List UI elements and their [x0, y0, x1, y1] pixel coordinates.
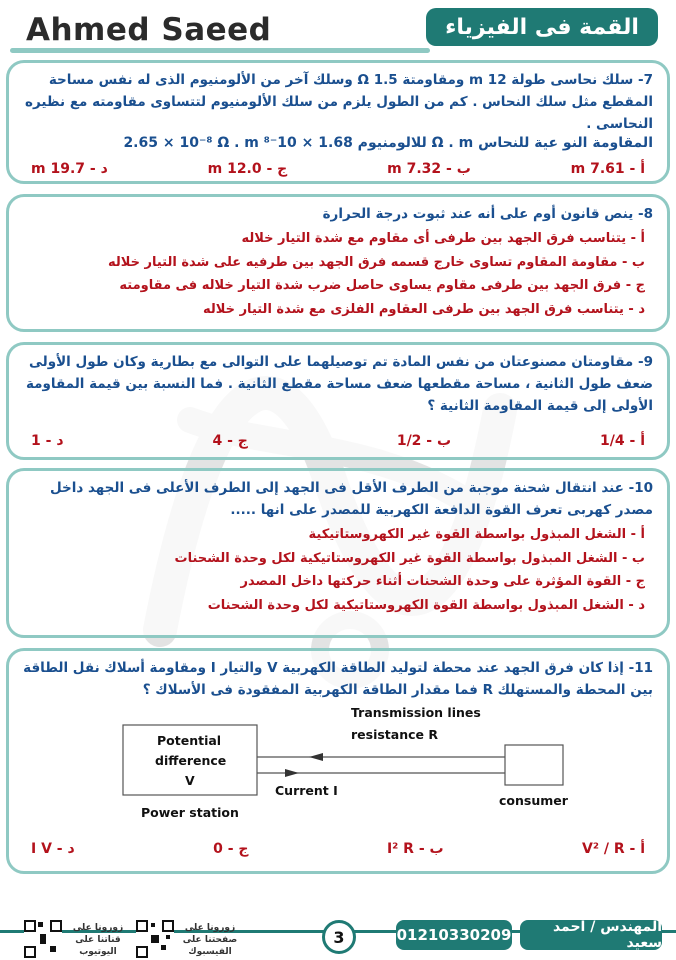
question-9: [6, 342, 670, 460]
diagram-label-difference: difference: [155, 753, 227, 768]
youtube-qr-icon[interactable]: [24, 920, 62, 958]
diagram-label-transmission-lines: Transmission lines: [351, 705, 481, 720]
question-8-options: [9, 225, 667, 321]
question-8: [6, 194, 670, 332]
option-d[interactable]: د - I V: [31, 841, 75, 857]
option-c[interactable]: ج - 0: [213, 841, 249, 857]
question-7-formula: 2.65 × 10⁻⁸ Ω . m للالومنيوم 1.68 × 10⁻⁸ Ω . m المقاومة النو عية للنحاس: [123, 135, 653, 151]
question-9-text: 9- مقاومتان مصنوعتان من نفس المادة تم توصيلهما على التوالى مع بطارية وكان طول الأولى ضعف طول الثانية ، مساحة مقطعها ضعف مساحة مقطع الثانية . فما النسبة بين قيمة المقاومة الأولى إلى قيمة المقاومة الثانية ؟: [25, 354, 653, 414]
question-9-options: [9, 433, 667, 449]
transmission-diagram: [9, 705, 667, 825]
page-number: 3: [322, 920, 356, 954]
page-footer: [0, 908, 676, 960]
question-7-options: [9, 161, 667, 177]
option-b[interactable]: ب - 7.32 m: [387, 161, 471, 177]
option-d[interactable]: د - الشغل المبذول بواسطة القوة الكهروستاتيكية لكل وحدة الشحنات: [207, 597, 645, 613]
option-c[interactable]: ج - 12.0 m: [207, 161, 288, 177]
option-b[interactable]: ب - I² R: [386, 841, 444, 857]
option-b[interactable]: ب - 1/2: [396, 433, 452, 449]
question-7-text: 7- سلك نحاسى طولة 12 m ومقاومتة 1.5 Ω وسلك آخر من الألومنيوم الذى له نفس مساحة المقطع مثل سلك النحاس . كم من الطول يلزم من سلك الألومنيوم لتتساوى مقاومته مع نظيره النحاسى .: [25, 72, 653, 132]
youtube-caption: زورونا على قناتنا على اليوتيوب: [72, 923, 124, 957]
diagram-label-v: V: [185, 773, 195, 788]
engineer-name: المهندس / احمد سعيد: [520, 920, 662, 950]
option-c[interactable]: ج - 4: [212, 433, 248, 449]
consumer-box: [505, 745, 563, 785]
question-10: [6, 468, 670, 638]
header-rule: [10, 48, 430, 53]
option-d[interactable]: د - يتناسب فرق الجهد بين طرفى العقاوم الفلزى مع شدة التيار خلاله: [203, 301, 645, 317]
question-10-options: [9, 521, 667, 617]
option-c[interactable]: ج - فرق الجهد بين طرفى مقاوم يساوى حاصل ضرب شدة التيار خلاله فى مقاومته: [119, 278, 645, 293]
diagram-label-consumer: consumer: [499, 793, 568, 808]
question-11: [6, 648, 670, 874]
question-11-text: 11- إذا كان فرق الجهد عند محطة لتوليد الطاقة الكهربية V والتيار I ومقاومة أسلاك نقل الطاقة بين المحطة والمستهلك R فما مقدار الطاقة الكهربية المفقودة فى الأسلاك ؟: [23, 660, 653, 698]
option-a[interactable]: أ - يتناسب فرق الجهد بين طرفى أى مقاوم مع شدة التيار خلاله: [241, 231, 645, 246]
diagram-label-potential: Potential: [157, 733, 222, 748]
page-header: [0, 0, 676, 56]
option-a[interactable]: أ - الشغل المبذول بواسطة القوة غير الكهروستاتيكية: [308, 527, 645, 542]
option-b[interactable]: ب - الشغل المبذول بواسطة القوة غير الكهروستاتيكية لكل وحدة الشحنات: [174, 550, 645, 566]
brand-name: Ahmed Saeed: [26, 12, 272, 48]
facebook-caption: زورونا على صفحتنا على الفيسبوك: [182, 923, 238, 957]
question-8-text: 8- ينص قانون أوم على أنه عند ثبوت درجة الحرارة: [322, 206, 653, 222]
option-d[interactable]: د - 1: [31, 433, 64, 449]
diagram-label-resistance: resistance R: [351, 727, 438, 742]
option-a[interactable]: أ - 1/4: [600, 433, 645, 449]
option-a[interactable]: أ - V² / R: [582, 841, 645, 857]
option-a[interactable]: أ - 7.61 m: [570, 161, 645, 177]
question-10-text: 10- عند انتقال شحنة موجبة من الطرف الأقل فى الجهد إلى الطرف الأعلى فى الجهد داخل مصدر كهربى تعرف القوة الدافعة الكهربية للمصدر على انها .....: [49, 480, 653, 518]
option-d[interactable]: د - 19.7 m: [31, 161, 108, 177]
lower-arrow-icon: [285, 769, 299, 777]
phone-number: 01210330209: [396, 920, 512, 950]
header-title: القمة فى الفيزياء: [426, 8, 658, 46]
question-7: [6, 60, 670, 184]
option-c[interactable]: ج - القوة المؤثرة على وحدة الشحنات أثناء حركتها داخل المصدر: [240, 574, 645, 589]
upper-arrow-icon: [309, 753, 323, 761]
question-11-options: [9, 841, 667, 857]
facebook-qr-icon[interactable]: [136, 920, 174, 958]
diagram-label-current: Current I: [275, 783, 338, 798]
option-b[interactable]: ب - مقاومة المقاوم تساوى خارج قسمه فرق الجهد بين طرفيه على شدة التيار خلاله: [107, 254, 645, 270]
diagram-label-power-station: Power station: [141, 805, 239, 820]
